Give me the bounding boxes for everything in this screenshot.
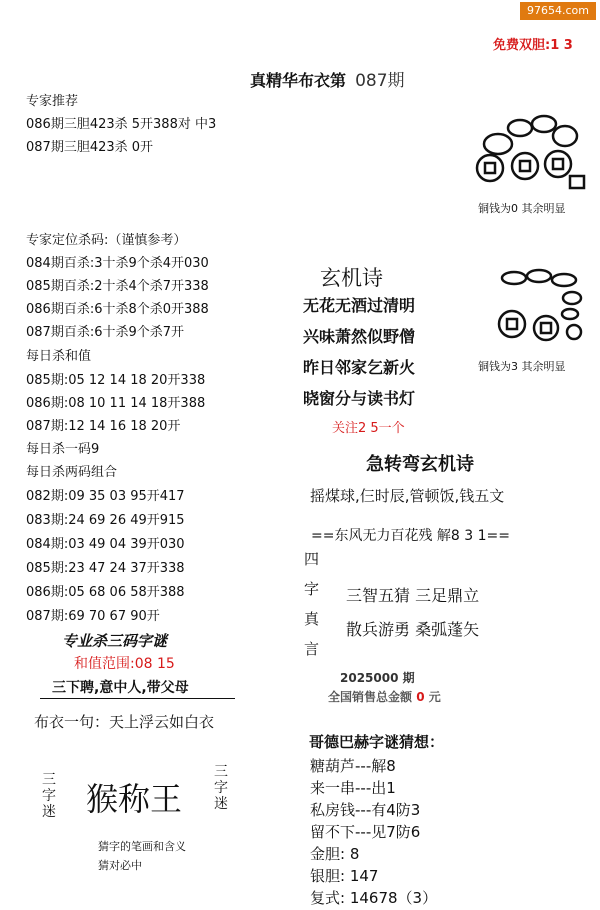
- word-riddle-hint: 猜字的笔画和含义: [98, 840, 186, 853]
- buyi-sentence: 布衣一句：天上浮云如白衣: [34, 713, 215, 731]
- riddle3-text: 三下聘,意中人,带父母: [52, 680, 189, 696]
- goldbach-line: 复式: 14678（3）: [310, 889, 438, 907]
- daily-two-heading: 每日杀两码组合: [26, 465, 118, 480]
- sales-label: 全国销售总金额: [328, 690, 413, 704]
- xuanji-poem-line: 兴味萧然似野僧: [303, 327, 416, 346]
- four-words-row: 散兵游勇 桑弧蓬矢: [346, 620, 480, 639]
- riddle3-underline: [40, 698, 235, 699]
- title-issue: 087期: [355, 71, 405, 91]
- coin-chain-illustration-1: [470, 106, 590, 196]
- page-title: [250, 66, 405, 91]
- kill-position-line: 084期百杀:3十杀9个杀4开030: [26, 256, 209, 271]
- four-words-row: 三智五猜 三足鼎立: [346, 586, 480, 605]
- daily-two-line: 084期:03 49 04 39开030: [26, 537, 185, 552]
- word-riddle-left-label: 三字迷: [42, 772, 56, 820]
- kill-position-line: 086期百杀:6十杀8个杀0开388: [26, 302, 209, 317]
- goldbach-line: 来一串---出1: [310, 779, 396, 797]
- site-watermark: 97654.com: [520, 2, 596, 20]
- east-wind-line: ==东风无力百花残 解8 3 1==: [311, 528, 510, 544]
- sales-value: 0: [416, 690, 425, 704]
- expert-rec-heading: 专家推荐: [26, 94, 79, 109]
- expert-rec-line: 086期三胆423杀 5开388对 中3: [26, 117, 217, 132]
- sales-unit: 元: [428, 690, 441, 704]
- goldbach-line: 私房钱---有4防3: [310, 801, 421, 819]
- sales-issue: 2025000 期: [340, 671, 415, 685]
- daily-two-line: 087期:69 70 67 90开: [26, 609, 160, 624]
- daily-sum-line: 086期:08 10 11 14 18开388: [26, 396, 206, 411]
- title-main: 真精华布衣第: [250, 71, 347, 90]
- free-double-label: 免费双胆:1 3: [493, 38, 573, 53]
- expert-rec-line: 087期三胆423杀 0开: [26, 140, 154, 155]
- goldbach-line: 留不下---见7防6: [310, 823, 421, 841]
- word-riddle-right-label: 三字迷: [214, 764, 228, 812]
- daily-two-line: 086期:05 68 06 58开388: [26, 585, 185, 600]
- xuanji-poem-focus: 关注2 5一个: [332, 421, 405, 436]
- goldbach-line: 金胆: 8: [310, 845, 360, 863]
- daily-two-line: 083期:24 69 26 49开915: [26, 513, 185, 528]
- goldbach-title: 哥德巴赫字谜猜想：: [309, 733, 445, 751]
- xuanji-poem-line: 无花无酒过清明: [303, 296, 416, 315]
- goldbach-line: 糖葫芦---解8: [310, 757, 396, 775]
- four-words-label: 四字真言: [304, 550, 320, 658]
- xuanji-poem-line: 昨日邻家乞新火: [303, 358, 416, 377]
- sales-summary: [328, 688, 441, 705]
- coin-chain-illustration-2: [484, 266, 590, 356]
- daily-one-code: 每日杀一码9: [26, 442, 100, 457]
- daily-sum-heading: 每日杀和值: [26, 349, 92, 364]
- daily-two-line: 085期:23 47 24 37开338: [26, 561, 185, 576]
- goldbach-line: 银胆: 147: [310, 867, 379, 885]
- word-riddle-hint: 猜对必中: [98, 859, 142, 872]
- daily-two-line: 082期:09 35 03 95开417: [26, 489, 185, 504]
- kill-position-line: 085期百杀:2十杀4个杀7开338: [26, 279, 209, 294]
- coin-caption-1: 铜钱为0 其余明显: [478, 202, 566, 215]
- xuanji-poem-line: 晓窗分与读书灯: [303, 389, 416, 408]
- xuanji-poem-title: 玄机诗: [320, 266, 383, 290]
- sharp-turn-title: 急转弯玄机诗: [366, 454, 474, 475]
- daily-sum-line: 087期:12 14 16 18 20开: [26, 419, 181, 434]
- riddle3-title: 专业杀三码字谜: [62, 632, 168, 650]
- daily-sum-line: 085期:05 12 14 18 20开338: [26, 373, 206, 388]
- kill-position-line: 087期百杀:6十杀9个杀7开: [26, 325, 185, 340]
- word-riddle-answer: 猴称王: [86, 780, 183, 818]
- coin-caption-2: 铜钱为3 其余明显: [478, 360, 566, 373]
- kill-position-heading: 专家定位杀码:（谨慎参考）: [26, 233, 187, 248]
- riddle3-range: 和值范围:08 15: [74, 656, 175, 672]
- sharp-turn-text: 摇煤球,仨时辰,管顿饭,钱五文: [310, 487, 505, 505]
